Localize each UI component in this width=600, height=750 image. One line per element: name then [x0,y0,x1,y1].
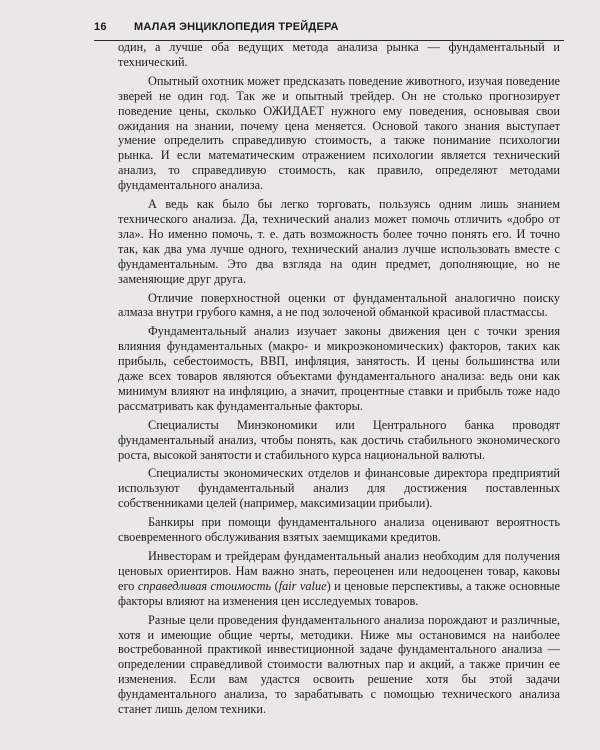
paragraph-9-part-2: ( [271,578,279,593]
running-head [94,18,564,41]
paragraph-9 [118,549,560,609]
paragraph-3: А ведь как было бы легко торговать, пользуясь одним лишь знанием технического анализа. Да, технический анализ может помочь отличить «добро от зла». Но именно помочь, т. е. дать возможность более точно понять его. И точно так, как два ума лучше одного, технический анализ лучше использовать вместе с фундаментальным. Это два взгляда на один предмет, дополняющие, но не заменяющие друг друга. [118,197,560,286]
paragraph-8: Банкиры при помощи фундаментального анализа оценивают вероятность своевременного обслуживания взятых заемщиками кредитов. [118,515,560,545]
body-text [118,40,560,721]
paragraph-10: Разные цели проведения фундаментального анализа порождают и различные, хотя и имеющие общие черты, методики. Ниже мы остановимся на наиболее востребованной практикой инвестиционной задаче фундаментального анализа — определении справедливой стоимости валютных пар и акций, а также причин ее изменения. Если вам удастся освоить решение хотя бы этой задачи фундаментального анализа, то зарабатывать с помощью технического анализа станет лишь делом техники. [118,612,560,717]
running-title: МАЛАЯ ЭНЦИКЛОПЕДИЯ ТРЕЙДЕРА [134,21,339,33]
paragraph-9-italic-fair-value-ru: справедливая стоимость [137,578,272,593]
page-number: 16 [94,21,107,33]
paragraph-9-italic-fair-value-en: fair value [278,578,327,593]
paragraph-1: один, а лучше оба ведущих метода анализа рынка — фундаментальный и технический. [118,40,560,69]
paragraph-5: Фундаментальный анализ изучает законы движения цен с точки зрения влияния фундаментальных (макро- и микроэкономических) факторов, таких как прибыль, себестоимость, ВВП, инфляция, занятость. И цены большинства или даже всех товаров являются объектами фундаментального анализа: ведь они как минимум влияют на инфляцию, а значит, процентные ставки и прибыль тоже надо рассматривать как фундаментальные факторы. [118,324,560,413]
paragraph-6: Специалисты Минэкономики или Центрального банка проводят фундаментальный анализ, чтобы понять, как достичь стабильного экономического роста, высокой занятости и стабильного курса национальной валюты. [118,417,560,462]
paragraph-9-part-3: ) и ценовые перспективы, а также основные факторы влияют на изменения цен исследуемых товаров. [118,578,560,608]
paragraph-4: Отличие поверхностной оценки от фундаментальной аналогично поиску алмаза внутри грубого камня, а не под золоченой обманкой красивой пластмассы. [118,290,560,320]
paragraph-7: Специалисты экономических отделов и финансовые директора предприятий используют фундаментальный анализ для достижения поставленных собственниками целей (например, максимизации прибыли). [118,466,560,511]
paragraph-2: Опытный охотник может предсказать поведение животного, изучая поведение зверей не один год. Так же и опытный трейдер. Он не столько прогнозирует поведение цены, сколько ОЖИДАЕТ нужного ему поведения, основывая свои ожидания на знании, почему цена меняется. Основой такого знания выступает умение определить справедливую стоимость, а также понимание психологии рынка. И если математическим отражением психологии является технический анализ, то справедливую стоимость, как правило, определяют методами фундаментального анализа. [118,73,560,193]
paragraph-9-part-1: Инвесторам и трейдерам фундаментальный анализ необходим для получения ценовых ориентиров. Нам важно знать, переоценен или недооценен товар, каковы его [118,549,560,593]
